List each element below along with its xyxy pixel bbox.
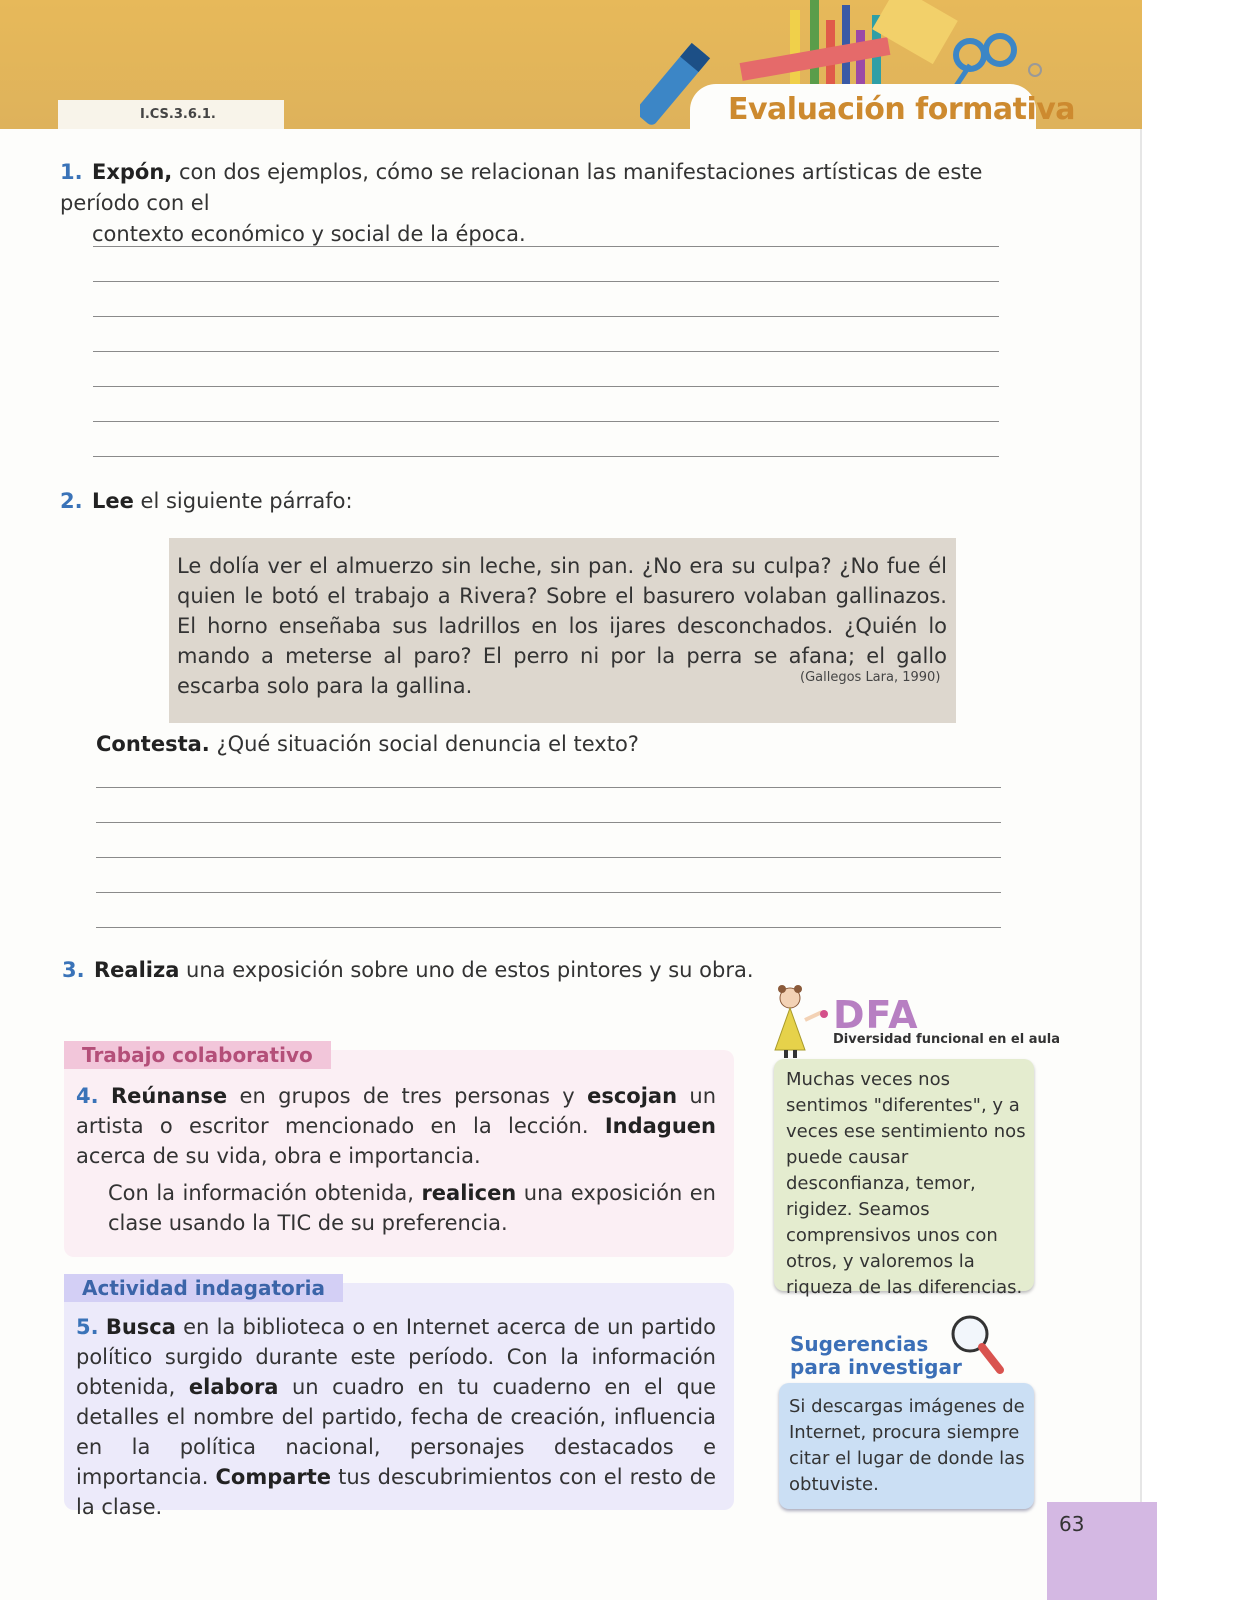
activity-verb: realicen [421, 1181, 517, 1205]
question-1 [60, 157, 1020, 250]
dfa-text: Muchas veces nos sentimos "diferentes", y a veces ese sentimiento nos puede causar desconfianza, temor, rigidez. Seamos comprensivos unos con otros, y valoremos la riqueza de las diferencias. [786, 1069, 1026, 1298]
activity-text: Con la información obtenida, [108, 1181, 422, 1205]
page-title: Evaluación formativa [728, 92, 1076, 127]
question-text-line2: contexto económico y social de la época. [92, 222, 526, 246]
activity-verb: Comparte [215, 1465, 332, 1489]
question-text: una exposición sobre uno de estos pintores y su obra. [179, 958, 754, 982]
collaborative-work-tag: Trabajo colaborativo [64, 1041, 331, 1069]
page-edge [1140, 0, 1236, 1600]
activity-text: un cuadro en tu cuaderno en el que detalles el nombre del partido, fecha de creación, influencia en la política nacional, personajes destacados e importancia. [76, 1375, 717, 1489]
question-verb: Realiza [94, 958, 180, 982]
activity-text: acerca de su vida, obra e importancia. [76, 1144, 481, 1168]
quote-citation: (Gallegos Lara, 1990) [800, 670, 941, 685]
answer-line[interactable] [96, 927, 1001, 928]
activity-text: una exposición en clase usando la TIC de su preferencia. [108, 1181, 716, 1235]
research-tips-title-line2: para investigar [790, 1355, 962, 1379]
quote-text: Le dolía ver el almuerzo sin leche, sin pan. ¿No era su culpa? ¿No fue él quien le botó el trabajo a Rivera? Sobre el basurero volaban gallinazos. El horno enseñaba sus ladrillos en los ijares desconchados. ¿Quién lo mando a meterse al paro? El perro ni por la perra se afana; el gallo escarba solo para la gallina. [177, 554, 947, 698]
activity-number: 5. [76, 1315, 99, 1339]
question-verb: Lee [92, 489, 134, 513]
activity-text: en la biblioteca o en Internet acerca de un partido político surgido durante este período. Con la información obtenida, [76, 1315, 716, 1399]
activity-5 [76, 1312, 716, 1522]
activity-verb: Reúnanse [110, 1084, 228, 1108]
activity-number: 4. [76, 1084, 99, 1108]
inquiry-activity-tag: Actividad indagatoria [64, 1274, 343, 1302]
activity-verb: Indaguen [604, 1114, 716, 1138]
research-tips-text: Si descargas imágenes de Internet, procura siempre citar el lugar de donde las obtuviste. [789, 1396, 1025, 1495]
activity-text: tus descubrimientos con el resto de la clase. [76, 1465, 716, 1519]
answer-line[interactable] [96, 857, 1001, 858]
research-tips-title-line1: Sugerencias [790, 1332, 929, 1356]
question-text: el siguiente párrafo: [133, 489, 353, 513]
answer-line[interactable] [96, 787, 1001, 788]
answer-line[interactable] [93, 316, 999, 317]
answer-line[interactable] [93, 456, 999, 457]
answer-verb: Contesta. [96, 732, 210, 756]
question-number: 3. [62, 958, 85, 982]
answer-question: ¿Qué situación social denuncia el texto? [209, 732, 639, 756]
question-number: 2. [60, 489, 83, 513]
dfa-title: DFA [833, 993, 919, 1037]
answer-line[interactable] [96, 892, 1001, 893]
magnifying-glass-icon [948, 1312, 1008, 1376]
answer-line[interactable] [96, 822, 1001, 823]
curriculum-code: I.CS.3.6.1. [58, 100, 284, 129]
activity-text: en grupos de tres personas y [227, 1084, 588, 1108]
dfa-subtitle: Diversidad funcional en el aula [833, 1032, 1060, 1047]
page-number: 63 [1059, 1512, 1085, 1536]
answer-line[interactable] [93, 246, 999, 247]
activity-verb: elabora [188, 1375, 279, 1399]
answer-line[interactable] [93, 281, 999, 282]
research-tips-title [790, 1333, 962, 1379]
question-verb: Expón, [92, 160, 173, 184]
activity-verb: Busca [105, 1315, 176, 1339]
activity-text: un artista o escritor mencionado en la lección. [76, 1084, 716, 1138]
girl-mascot-icon [760, 980, 830, 1060]
question-text: con dos ejemplos, cómo se relacionan las manifestaciones artísticas de este período con el [60, 160, 983, 215]
question-3 [62, 955, 754, 986]
question-2 [60, 486, 353, 517]
answer-line[interactable] [93, 386, 999, 387]
question-number: 1. [60, 160, 83, 184]
answer-line[interactable] [93, 351, 999, 352]
activity-4 [76, 1081, 716, 1171]
answer-prompt [96, 729, 639, 760]
answer-line[interactable] [93, 421, 999, 422]
activity-4-paragraph-2 [108, 1178, 716, 1238]
activity-verb: escojan [587, 1084, 678, 1108]
